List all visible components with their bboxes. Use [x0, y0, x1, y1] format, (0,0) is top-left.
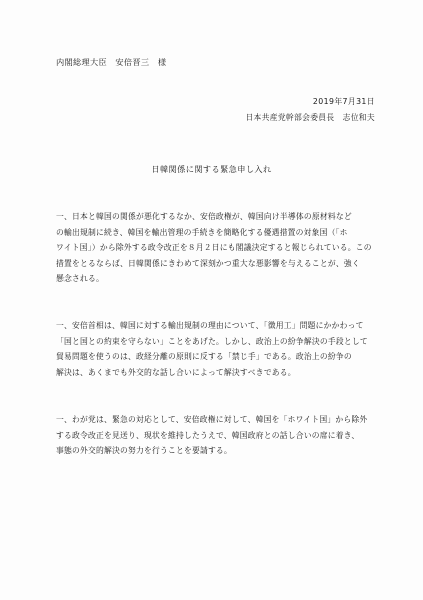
document-title: 日韓関係に関する緊急申し入れ [151, 164, 272, 174]
paragraph-line: 一、わが党は、緊急の対応として、安倍政権に対して、韓国を「ホワイト国」から除外 [56, 415, 368, 424]
paragraph-line: 措置をとるならば、日韓関係にきわめて深刻かつ重大な悪影響を与えることが、強く [56, 258, 360, 268]
paragraph-2 [56, 318, 378, 380]
paragraph-line: 貿易問題を使うのは、政経分離の原則に反する「禁じ手」である。政治上の紛争の [56, 352, 352, 362]
paragraph-line: 懸念される。 [56, 274, 104, 284]
addressee: 内閣総理大臣 安倍晋三 様 [56, 57, 167, 67]
paragraph-line: する政令改正を見送り、現状を維持したうえで、韓国政府との話し合いの席に着き、 [56, 430, 360, 440]
paragraph-line: 解決は、あくまでも外交的な話し合いによって解決すべきである。 [56, 367, 296, 377]
paragraph-3 [56, 412, 378, 459]
paragraph-line: 一、安倍首相は、韓国に対する輸出規制の理由について、「徴用工」問題にかかわって [56, 321, 364, 330]
sender-signature: 日本共産党幹部会委員長 志位和夫 [245, 113, 375, 122]
paragraph-line: の輸出規制に続き、韓国を輸出管理の手続きを簡略化する優遇措置の対象国（「ホ [56, 227, 348, 237]
paragraph-line: 「国と国との約束を守らない」ことをあげた。しかし、政治上の紛争解決の手段として [56, 336, 368, 346]
paragraph-line: 事態の外交的解決の努力を行うことを要請する。 [56, 446, 232, 456]
paragraph-line: ワイト国」）から除外する政令改正を８月２日にも閣議決定すると報じられている。この [56, 243, 372, 253]
paragraph-1 [56, 209, 378, 287]
document-date: 2019年7月31日 [312, 97, 375, 106]
paragraph-line: 一、日本と韓国の関係が悪化するなか、安倍政権が、韓国向け半導体の原材料など [56, 212, 352, 221]
